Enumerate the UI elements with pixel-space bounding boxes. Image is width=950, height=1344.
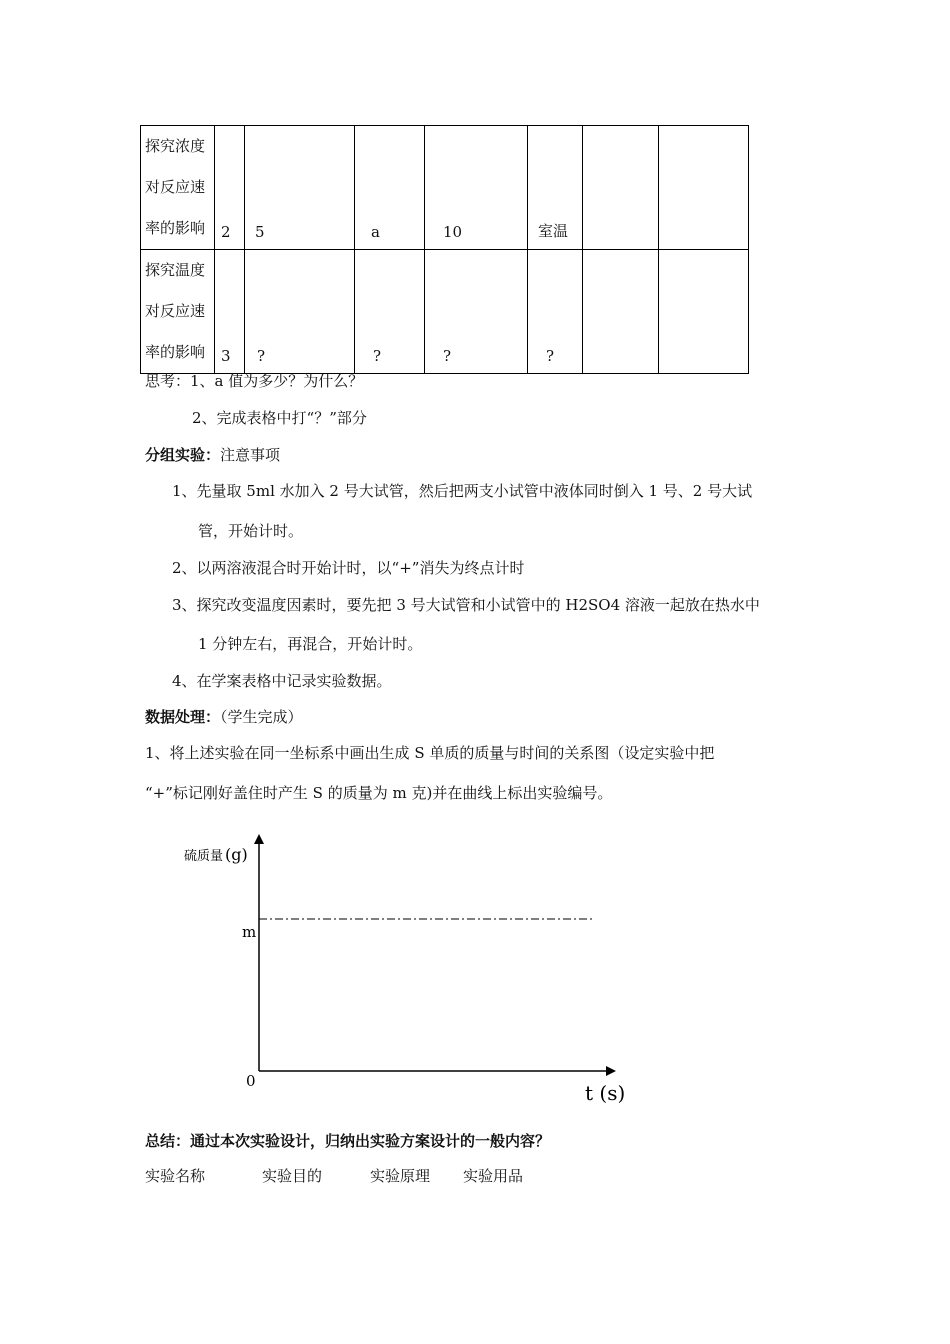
summary-item: 实验名称 xyxy=(145,1167,206,1185)
y-axis-label: 硫质量 (g) xyxy=(184,845,248,864)
data-processing-line-2: “+”标记刚好盖住时产生 S 的质量为 m 克)并在曲线上标出实验编号。 xyxy=(145,784,613,802)
data-processing-line-1: 1、将上述实验在同一坐标系中画出生成 S 单质的质量与时间的关系图（设定实验中把 xyxy=(145,744,715,762)
group-subtitle: 注意事项 xyxy=(220,446,281,464)
data-processing-subtitle: （学生完成） xyxy=(220,708,303,726)
row-name-line: 率的影响 xyxy=(145,219,206,237)
summary-item: 实验用品 xyxy=(463,1167,524,1185)
row-name-line: 率的影响 xyxy=(145,343,206,361)
table-cell: a xyxy=(355,126,425,250)
group-item-2: 2、以两溶液混合时开始计时，以“+”消失为终点计时 xyxy=(172,559,525,577)
row-name-line: 对反应速 xyxy=(145,302,206,320)
group-item-1-line-2: 管，开始计时。 xyxy=(198,522,304,540)
think-question-2: 2、完成表格中打“？”部分 xyxy=(192,409,367,427)
table-cell: 室温 xyxy=(528,126,583,250)
think-question-1: 思考：1、a 值为多少？为什么？ xyxy=(145,372,364,390)
group-item-3-line-1: 3、探究改变温度因素时，要先把 3 号大试管和小试管中的 H2SO4 溶液一起放在热水中 xyxy=(172,596,760,614)
table-cell: 10 xyxy=(425,126,528,250)
group-item-3-line-2: 1 分钟左右，再混合，开始计时。 xyxy=(198,635,423,653)
table-cell: ? xyxy=(355,250,425,374)
summary-item: 实验原理 xyxy=(370,1167,431,1185)
table-cell: ? xyxy=(528,250,583,374)
group-item-4: 4、在学案表格中记录实验数据。 xyxy=(172,672,392,690)
x-axis-label: t (s) xyxy=(585,1081,626,1105)
row-name-line: 探究温度 xyxy=(145,261,206,279)
data-processing-heading: 数据处理： xyxy=(145,708,221,726)
summary-item: 实验目的 xyxy=(262,1167,323,1185)
origin-label: 0 xyxy=(246,1072,256,1090)
summary-heading: 总结：通过本次实验设计，归纳出实验方案设计的一般内容？ xyxy=(145,1132,551,1150)
group-heading: 分组实验： xyxy=(145,446,221,464)
table-cell: ? xyxy=(425,250,528,374)
group-item-1-line-1: 1、先量取 5ml 水加入 2 号大试管，然后把两支小试管中液体同时倒入 1 号、2 号大试 xyxy=(172,482,753,500)
m-label: m xyxy=(242,923,257,941)
table-cell: 2 xyxy=(215,126,245,250)
row-name-line: 对反应速 xyxy=(145,178,206,196)
row-name-line: 探究浓度 xyxy=(145,137,206,155)
table-cell: 3 xyxy=(215,250,245,374)
table-cell: ? xyxy=(245,250,355,374)
table-cell: 5 xyxy=(245,126,355,250)
